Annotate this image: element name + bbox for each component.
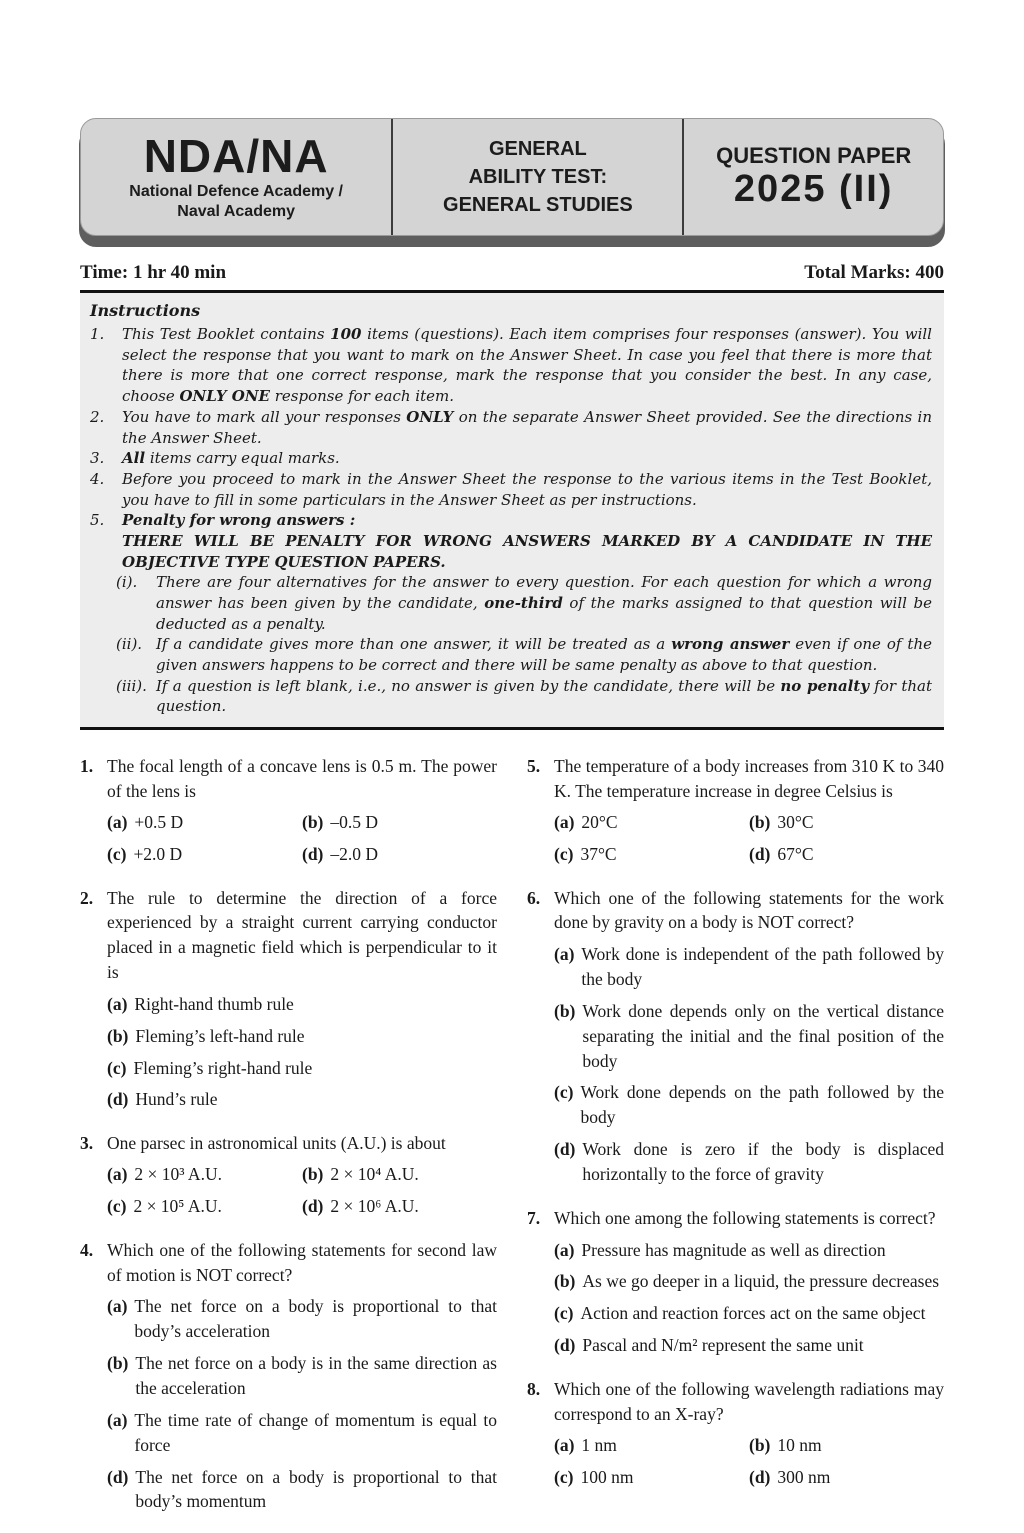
option-text: –2.0 D <box>330 843 379 864</box>
instruction-item <box>90 469 932 510</box>
option-label: (c) <box>107 843 127 864</box>
option-label: (a) <box>107 993 128 1014</box>
option-text: The net force on a body is proportional to that body’s acceleration <box>134 1296 497 1342</box>
question-number: 1. <box>80 756 94 777</box>
test-title-line2: ABILITY TEST: <box>468 166 608 188</box>
option-label: (b) <box>302 1164 324 1185</box>
option-label: (a) <box>554 944 575 965</box>
option <box>107 1024 497 1049</box>
instruction-text: This Test Booklet contains 100 items (questions). Each item comprises four responses (answer). You will select the response that you want to mark on the Answer Sheet. In case you feel that there is more that there is more that one correct response, mark the response that you consider the best. In any case, choose ONLY ONE response for each item. <box>122 325 932 406</box>
option-text: 20°C <box>581 811 618 832</box>
option <box>554 1238 944 1263</box>
option-label: (a) <box>107 1164 128 1185</box>
sub-instruction-number: (ii). <box>116 635 143 654</box>
option <box>554 1433 749 1458</box>
question-body: Which one of the following wavelength radiations may correspond to an X-ray? <box>554 1379 944 1424</box>
question-number: 4. <box>80 1239 94 1260</box>
option-label: (d) <box>302 1195 324 1216</box>
question-number: 6. <box>527 887 541 908</box>
instruction-text: You have to mark all your responses ONLY on the separate Answer Sheet provided. See the directions in the Answer Sheet. <box>122 407 932 447</box>
option <box>107 1351 497 1401</box>
option <box>302 1162 497 1187</box>
option-label: (c) <box>554 1466 574 1487</box>
option <box>554 842 749 867</box>
option-text: 2 × 10⁵ A.U. <box>133 1195 222 1216</box>
option-text: +0.5 D <box>134 811 184 832</box>
option-label: (d) <box>107 1466 129 1487</box>
question <box>527 886 944 1187</box>
option <box>554 810 749 835</box>
instructions-box <box>80 290 944 730</box>
exam-banner <box>80 118 944 236</box>
option-text: 100 nm <box>580 1466 634 1487</box>
option <box>302 1194 497 1219</box>
option-label: (d) <box>554 1335 576 1356</box>
question-body: The rule to determine the direction of a force experienced by a straight current carrying conductor placed in a magnetic field which is perpendicular to it is <box>107 887 497 983</box>
option-label: (a) <box>554 1239 575 1260</box>
question-content <box>554 886 944 1187</box>
option <box>749 810 944 835</box>
question-body: The temperature of a body increases from 310 K to 340 K. The temperature increase in degree Celsius is <box>554 756 944 801</box>
sub-instruction-list <box>116 572 932 717</box>
option-text: 300 nm <box>777 1466 831 1487</box>
instruction-item <box>90 407 932 448</box>
instructions-list <box>90 324 932 717</box>
option-label: (a) <box>107 811 128 832</box>
option-text: Work done depends on the path followed by the body <box>580 1082 944 1128</box>
org-full-line2: Naval Academy <box>177 202 295 220</box>
question-number: 8. <box>527 1379 541 1400</box>
option-text: 1 nm <box>581 1434 617 1455</box>
option <box>107 1056 497 1081</box>
option-label: (b) <box>554 1271 576 1292</box>
option <box>749 1465 944 1490</box>
instruction-number: 3. <box>90 449 105 468</box>
org-full-name <box>89 182 383 222</box>
option <box>107 1465 497 1515</box>
test-title-line1: GENERAL <box>488 138 587 160</box>
option-label: (d) <box>749 1466 771 1487</box>
option-label: (b) <box>302 811 324 832</box>
option-text: 30°C <box>777 811 814 832</box>
question <box>80 1131 497 1219</box>
option-label: (b) <box>107 1353 129 1374</box>
option-text: Hund’s rule <box>135 1089 218 1110</box>
question-content <box>554 1377 944 1489</box>
sub-instruction-text: If a candidate gives more than one answer, it will be treated as a wrong answer even if one of the given answers happens to be correct and there will be same penalty as above to that question. <box>156 635 932 675</box>
time-limit: Time: 1 hr 40 min <box>80 262 227 283</box>
question-content <box>107 754 497 866</box>
instruction-item <box>90 324 932 407</box>
options-group <box>107 1294 497 1514</box>
option-text: 37°C <box>580 843 617 864</box>
question-number: 2. <box>80 887 94 908</box>
questions-left-column <box>80 754 497 1533</box>
option-text: Work done is zero if the body is displaced horizontally to the force of gravity <box>582 1139 944 1184</box>
question <box>80 886 497 1113</box>
option-text: As we go deeper in a liquid, the pressure decreases <box>582 1271 940 1292</box>
instruction-text: All items carry equal marks. <box>122 449 340 468</box>
total-marks: Total Marks: 400 <box>804 262 944 283</box>
option-label: (a) <box>554 811 575 832</box>
sub-instruction-item <box>116 572 932 634</box>
question-content <box>107 1131 497 1219</box>
option-label: (c) <box>554 1303 574 1324</box>
option-text: 67°C <box>777 843 814 864</box>
option <box>554 1137 944 1187</box>
meta-row <box>80 262 944 284</box>
option <box>302 810 497 835</box>
banner-org-cell <box>81 119 391 235</box>
option <box>554 999 944 1074</box>
paper-year: 2025 (II) <box>733 168 894 211</box>
option-label: (d) <box>107 1089 129 1110</box>
org-acronym: NDA/NA <box>143 129 329 182</box>
instruction-number: 5. <box>90 511 105 530</box>
option-text: Right-hand thumb rule <box>134 993 294 1014</box>
question <box>527 754 944 866</box>
option <box>554 1301 944 1326</box>
test-title <box>401 135 674 219</box>
sub-instruction-item <box>116 634 932 675</box>
option-text: 2 × 10⁴ A.U. <box>330 1164 419 1185</box>
options-group <box>107 810 497 867</box>
option <box>107 1087 497 1112</box>
question-content <box>554 754 944 866</box>
option-label: (c) <box>107 1195 127 1216</box>
question-body: Which one of the following statements for the work done by gravity on a body is NOT correct? <box>554 887 944 933</box>
instruction-item <box>90 448 932 469</box>
question <box>527 1206 944 1358</box>
option <box>554 1269 944 1294</box>
sub-instruction-item <box>116 676 932 717</box>
instruction-text: Penalty for wrong answers : THERE WILL BE PENALTY FOR WRONG ANSWERS MARKED BY A CANDIDATE IN THE OBJECTIVE TYPE QUESTION PAPERS. <box>122 511 932 571</box>
options-group <box>107 992 497 1112</box>
instruction-item <box>90 510 932 717</box>
question <box>527 1377 944 1489</box>
option <box>554 942 944 992</box>
option-label: (b) <box>749 811 771 832</box>
option <box>107 1294 497 1344</box>
option-label: (c) <box>107 1057 127 1078</box>
option <box>749 1433 944 1458</box>
option-label: (c) <box>554 1082 574 1103</box>
questions-section <box>80 754 944 1533</box>
option <box>107 1162 302 1187</box>
banner-test-cell <box>391 119 684 235</box>
option <box>554 1333 944 1358</box>
option-text: Work done depends only on the vertical distance separating the initial and the final position of the body <box>582 1000 944 1071</box>
question <box>80 754 497 866</box>
option <box>302 842 497 867</box>
options-group <box>554 1238 944 1358</box>
instruction-number: 2. <box>90 407 105 426</box>
org-full-line1: National Defence Academy / <box>129 182 343 200</box>
option-label: (d) <box>554 1139 576 1160</box>
option-text: The time rate of change of momentum is equal to force <box>134 1409 497 1455</box>
option-label: (a) <box>554 1434 575 1455</box>
question-number: 5. <box>527 756 541 777</box>
option-text: 2 × 10⁶ A.U. <box>330 1195 419 1216</box>
option-label: (a) <box>107 1296 128 1317</box>
option <box>749 842 944 867</box>
question-body: One parsec in astronomical units (A.U.) is about <box>107 1133 446 1154</box>
question-content <box>107 886 497 1113</box>
test-title-line3: GENERAL STUDIES <box>443 194 633 216</box>
instruction-text: Before you proceed to mark in the Answer Sheet the response to the various items in the Test Booklet, you have to fill in some particulars in the Answer Sheet as per instructions. <box>122 469 932 509</box>
option-label: (c) <box>554 843 574 864</box>
option-text: Fleming’s right-hand rule <box>133 1057 313 1078</box>
option <box>107 810 302 835</box>
option-label: (a) <box>107 1409 128 1430</box>
option-text: Pascal and N/m² represent the same unit <box>582 1335 864 1356</box>
option <box>107 1408 497 1458</box>
instruction-number: 1. <box>90 325 105 344</box>
option-text: 2 × 10³ A.U. <box>134 1164 222 1185</box>
sub-instruction-text: If a question is left blank, i.e., no answer is given by the candidate, there will be no penalty for that question. <box>156 676 932 716</box>
sub-instruction-number: (i). <box>116 573 138 592</box>
option-text: +2.0 D <box>133 843 183 864</box>
options-group <box>107 1162 497 1219</box>
question-content <box>107 1238 497 1514</box>
option-text: –0.5 D <box>330 811 379 832</box>
options-group <box>554 810 944 867</box>
options-group <box>554 1433 944 1490</box>
banner-paper-cell <box>684 119 943 235</box>
option <box>107 1194 302 1219</box>
option-text: Action and reaction forces act on the same object <box>580 1303 926 1324</box>
option <box>107 992 497 1017</box>
option-label: (b) <box>554 1000 576 1021</box>
option-text: 10 nm <box>777 1434 822 1455</box>
question-content <box>554 1206 944 1358</box>
option-label: (b) <box>107 1025 129 1046</box>
option-label: (d) <box>749 843 771 864</box>
option-text: The net force on a body is in the same direction as the acceleration <box>135 1353 497 1399</box>
instruction-number: 4. <box>90 469 105 488</box>
options-group <box>554 942 944 1187</box>
question-body: Which one among the following statements is correct? <box>554 1207 936 1228</box>
option-text: Fleming’s left-hand rule <box>135 1025 305 1046</box>
option-label: (d) <box>302 843 324 864</box>
instructions-title: Instructions <box>90 301 201 320</box>
option-text: Pressure has magnitude as well as direction <box>581 1239 886 1260</box>
option-text: The net force on a body is proportional to that body’s momentum <box>135 1466 497 1512</box>
question-number: 3. <box>80 1133 94 1154</box>
option-text: Work done is independent of the path followed by the body <box>581 944 944 990</box>
option <box>554 1465 749 1490</box>
paper-label: QUESTION PAPER <box>716 143 912 169</box>
option-label: (b) <box>749 1434 771 1455</box>
sub-instruction-text: There are four alternatives for the answer to every question. For each question for which a wrong answer has been given by the candidate, one-third of the marks assigned to that question will be deducted as a penalty. <box>156 573 932 633</box>
question-body: The focal length of a concave lens is 0.5 m. The power of the lens is <box>107 756 497 801</box>
question <box>80 1238 497 1514</box>
sub-instruction-number: (iii). <box>116 676 147 695</box>
option <box>554 1080 944 1130</box>
option <box>107 842 302 867</box>
question-number: 7. <box>527 1207 541 1228</box>
question-body: Which one of the following statements for second law of motion is NOT correct? <box>107 1239 497 1285</box>
questions-right-column <box>527 754 944 1533</box>
